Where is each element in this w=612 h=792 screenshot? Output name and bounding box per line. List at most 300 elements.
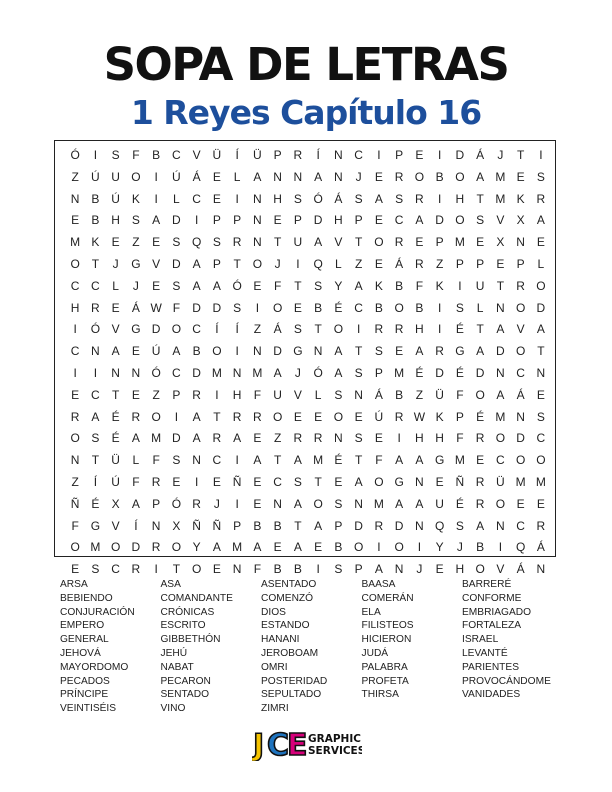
grid-cell: A	[192, 278, 201, 293]
grid-cell: N	[516, 235, 525, 250]
grid-cell: A	[273, 365, 282, 380]
grid-cell: E	[516, 496, 525, 511]
grid-cell: Á	[192, 169, 201, 184]
grid-cell: Ó	[90, 322, 101, 337]
grid-cell: I	[397, 431, 401, 446]
grid-cell: I	[73, 365, 77, 380]
page-title: SOPA DE LETRAS	[103, 38, 509, 91]
grid-cell: Ñ	[212, 518, 222, 533]
grid-cell: É	[91, 496, 100, 511]
grid-cell: J	[132, 278, 139, 293]
grid-row	[65, 189, 551, 211]
grid-cell: T	[516, 148, 525, 162]
grid-cell: O	[515, 300, 526, 315]
grid-cell: N	[253, 344, 262, 359]
grid-cell: T	[273, 453, 282, 468]
grid-cell: É	[476, 409, 485, 424]
grid-cell: F	[132, 148, 140, 162]
grid-cell: C	[354, 300, 363, 315]
grid-cell: B	[192, 344, 201, 359]
word-list-item: CONFORME	[462, 592, 522, 604]
grid-row	[65, 385, 551, 407]
grid-row	[65, 516, 551, 538]
grid-cell: N	[415, 474, 424, 489]
grid-cell: V	[111, 518, 120, 533]
grid-cell: O	[515, 344, 526, 359]
grid-cell: I	[377, 148, 381, 162]
grid-cell: S	[293, 191, 302, 206]
grid-row	[65, 341, 551, 363]
word-list-item: FORTALEZA	[462, 620, 522, 632]
grid-cell: B	[91, 191, 100, 206]
word-list-item: ESTANDO	[261, 620, 310, 632]
grid-cell: R	[212, 431, 222, 446]
grid-cell: E	[374, 431, 383, 446]
grid-cell: S	[111, 148, 120, 162]
grid-cell: S	[314, 278, 323, 293]
grid-cell: R	[415, 256, 424, 271]
grid-cell: R	[374, 322, 384, 337]
grid-row	[65, 210, 551, 232]
grid-cell: N	[536, 562, 546, 577]
grid-cell: T	[354, 453, 363, 468]
grid-cell: Ú	[374, 409, 384, 424]
grid-cell: E	[111, 300, 120, 315]
grid-cell: N	[496, 518, 505, 533]
grid-cell: C	[172, 148, 181, 162]
word-list-item: SEPULTADO	[261, 689, 322, 701]
grid-cell: N	[192, 453, 201, 468]
word-list-item: EMBRIAGADO	[462, 606, 532, 618]
grid-cell: F	[132, 474, 140, 489]
grid-cell: R	[394, 235, 404, 250]
grid-cell: D	[496, 344, 505, 359]
grid-cell: G	[131, 322, 141, 337]
grid-cell: Á	[395, 256, 404, 271]
word-list-item: PECADOS	[60, 675, 110, 687]
grid-cell: F	[456, 387, 464, 402]
grid-cell: A	[476, 518, 485, 533]
grid-cell: É	[334, 453, 343, 468]
grid-cell: D	[354, 518, 363, 533]
grid-cell: Í	[235, 148, 239, 162]
grid-cell: O	[414, 169, 425, 184]
letter-grid-box	[54, 140, 556, 577]
word-list-item: COMERÁN	[361, 592, 414, 604]
grid-cell: C	[172, 365, 181, 380]
grid-cell: Á	[476, 148, 485, 162]
grid-cell: A	[253, 169, 262, 184]
grid-cell: N	[354, 496, 363, 511]
grid-cell: I	[437, 300, 442, 315]
grid-cell: J	[112, 256, 119, 271]
grid-cell: A	[496, 387, 505, 402]
grid-cell: Í	[134, 518, 138, 533]
grid-cell: A	[91, 409, 100, 424]
word-list-item: LEVANTÉ	[462, 647, 508, 659]
word-list-item: PRÍNCIPE	[60, 689, 109, 701]
grid-cell: I	[194, 213, 199, 228]
grid-cell: L	[537, 256, 545, 271]
grid-cell: R	[313, 431, 323, 446]
grid-cell: M	[495, 409, 506, 424]
grid-cell: O	[333, 322, 344, 337]
grid-cell: Ú	[172, 169, 181, 184]
word-list-item: GENERAL	[60, 634, 109, 646]
grid-cell: J	[213, 496, 220, 511]
grid-cell: Á	[131, 300, 140, 315]
grid-cell: O	[475, 387, 485, 402]
grid-cell: N	[334, 148, 343, 162]
grid-cell: I	[154, 562, 158, 577]
grid-cell: Y	[334, 278, 343, 293]
grid-cell: I	[93, 148, 98, 162]
grid-row	[65, 472, 551, 494]
grid-cell: O	[455, 213, 465, 228]
grid-cell: R	[131, 562, 141, 577]
grid-cell: A	[212, 278, 221, 293]
grid-cell: A	[172, 344, 181, 359]
grid-cell: N	[293, 169, 303, 184]
grid-cell: Q	[434, 518, 445, 533]
grid-cell: A	[253, 540, 262, 555]
grid-cell: M	[454, 453, 465, 468]
grid-cell: O	[374, 235, 384, 250]
grid-cell: M	[394, 365, 405, 380]
grid-cell: U	[111, 169, 120, 184]
grid-cell: Ñ	[70, 496, 80, 511]
grid-cell: C	[496, 453, 505, 468]
grid-cell: R	[192, 387, 201, 402]
grid-cell: D	[172, 256, 181, 271]
grid-cell: P	[476, 256, 485, 271]
word-list-item: POSTERIDAD	[261, 675, 328, 687]
grid-cell: T	[233, 256, 241, 271]
grid-cell: S	[374, 344, 383, 359]
word-list-item: ARSA	[60, 579, 88, 590]
grid-cell: S	[172, 453, 181, 468]
grid-cell: R	[394, 322, 404, 337]
grid-cell: C	[91, 387, 100, 402]
grid-cell: M	[373, 496, 384, 511]
word-list-item: PROFETA	[361, 675, 409, 687]
grid-cell: Z	[354, 256, 363, 271]
grid-cell: I	[235, 496, 239, 511]
grid-cell: H	[455, 562, 465, 577]
grid-cell: I	[93, 365, 98, 380]
grid-cell: A	[496, 322, 505, 337]
grid-cell: E	[435, 562, 444, 577]
grid-row	[65, 407, 551, 429]
word-list-item: CRÓNICAS	[160, 606, 215, 618]
grid-cell: E	[131, 387, 140, 402]
grid-cell: O	[536, 453, 546, 468]
grid-cell: Ó	[171, 496, 182, 511]
grid-cell: F	[172, 300, 181, 315]
grid-cell: T	[314, 322, 322, 337]
grid-cell: Ú	[151, 344, 161, 359]
grid-cell: X	[496, 235, 505, 250]
grid-cell: O	[515, 453, 526, 468]
grid-cell: D	[172, 213, 181, 228]
grid-cell: E	[212, 562, 221, 577]
grid-cell: P	[233, 213, 242, 228]
grid-cell: N	[131, 365, 141, 380]
grid-cell: E	[314, 409, 323, 424]
grid-cell: O	[131, 169, 141, 184]
grid-cell: E	[253, 278, 262, 293]
grid-cell: A	[314, 518, 323, 533]
grid-cell: T	[91, 453, 100, 468]
word-list-item: JUDÁ	[361, 647, 389, 659]
grid-cell: O	[70, 431, 80, 446]
grid-cell: F	[415, 278, 424, 293]
grid-cell: E	[374, 213, 383, 228]
grid-cell: C	[192, 191, 201, 206]
grid-cell: O	[171, 322, 182, 337]
word-list-item: BARRERÉ	[462, 579, 512, 590]
grid-cell: P	[435, 235, 444, 250]
grid-cell: T	[91, 256, 100, 271]
grid-cell: F	[253, 562, 262, 577]
grid-cell: B	[435, 169, 444, 184]
grid-cell: L	[233, 169, 241, 184]
grid-cell: I	[437, 191, 442, 206]
grid-cell: R	[293, 431, 303, 446]
grid-cell: S	[91, 431, 100, 446]
grid-cell: I	[215, 387, 219, 402]
grid-cell: D	[516, 431, 525, 446]
grid-cell: B	[476, 540, 485, 555]
grid-cell: I	[356, 322, 361, 337]
grid-cell: E	[374, 169, 383, 184]
logo-text-services: SERVICES	[308, 745, 362, 757]
logo-mark	[252, 727, 362, 761]
grid-cell: K	[131, 191, 140, 206]
grid-cell: C	[354, 148, 363, 162]
grid-cell: L	[132, 453, 140, 468]
grid-cell: R	[435, 344, 444, 359]
grid-cell: E	[536, 496, 545, 511]
grid-cell: B	[152, 148, 161, 162]
word-list-item: SENTADO	[160, 689, 209, 701]
logo-letter-e: E	[287, 728, 308, 761]
grid-cell: E	[152, 235, 161, 250]
grid-cell: S	[334, 496, 343, 511]
grid-cell: Ü	[435, 387, 444, 402]
grid-cell: R	[536, 191, 546, 206]
word-list-item: ZIMRI	[261, 703, 289, 715]
word-list-item: GIBBETHÓN	[160, 634, 221, 646]
grid-cell: É	[455, 365, 464, 380]
grid-cell: K	[374, 278, 383, 293]
grid-cell: Z	[253, 322, 262, 337]
grid-cell: T	[537, 344, 545, 359]
grid-cell: H	[111, 213, 120, 228]
grid-cell: O	[191, 562, 202, 577]
grid-cell: A	[192, 256, 201, 271]
grid-cell: E	[71, 387, 80, 402]
grid-cell: S	[455, 300, 464, 315]
grid-cell: I	[539, 148, 543, 162]
grid-cell: Z	[71, 169, 79, 184]
grid-cell: J	[355, 169, 362, 184]
grid-cell: N	[253, 213, 262, 228]
grid-cell: A	[415, 213, 424, 228]
grid-cell: E	[496, 256, 505, 271]
grid-cell: V	[192, 148, 201, 162]
grid-row	[65, 167, 551, 189]
grid-cell: B	[273, 562, 282, 577]
grid-cell: O	[394, 300, 404, 315]
grid-cell: E	[354, 409, 363, 424]
grid-cell: A	[395, 496, 404, 511]
grid-cell: N	[70, 191, 80, 206]
grid-cell: V	[293, 387, 302, 402]
grid-cell: W	[150, 300, 162, 315]
grid-cell: Ó	[313, 191, 323, 206]
grid-cell: J	[456, 540, 463, 555]
grid-cell: O	[374, 474, 384, 489]
grid-cell: R	[151, 474, 161, 489]
grid-cell: O	[110, 540, 121, 555]
grid-cell: E	[131, 344, 140, 359]
grid-cell: M	[515, 474, 526, 489]
grid-cell: Í	[93, 474, 98, 489]
grid-cell: S	[334, 562, 343, 577]
grid-cell: E	[212, 191, 221, 206]
grid-cell: Á	[536, 540, 545, 555]
grid-cell: A	[131, 431, 140, 446]
grid-cell: V	[334, 235, 343, 250]
grid-row	[65, 276, 551, 298]
grid-cell: Y	[435, 540, 444, 555]
grid-cell: Á	[516, 387, 525, 402]
word-list-item: BAASA	[361, 579, 396, 590]
grid-cell: Á	[273, 322, 282, 337]
grid-cell: R	[536, 518, 546, 533]
grid-cell: E	[111, 235, 120, 250]
grid-cell: R	[253, 409, 262, 424]
grid-cell: E	[415, 235, 424, 250]
grid-cell: H	[455, 191, 465, 206]
grid-cell: A	[293, 540, 302, 555]
grid-cell: Í	[316, 148, 320, 162]
letter-grid	[65, 145, 551, 581]
grid-cell: D	[192, 300, 201, 315]
grid-cell: É	[455, 322, 464, 337]
grid-cell: H	[232, 387, 242, 402]
grid-cell: Ñ	[192, 518, 201, 533]
grid-cell: K	[91, 235, 100, 250]
grid-cell: Ü	[212, 148, 222, 162]
grid-cell: F	[456, 431, 464, 446]
word-list-item: NABAT	[160, 661, 194, 673]
grid-cell: B	[374, 300, 383, 315]
grid-cell: N	[313, 344, 323, 359]
grid-cell: N	[111, 365, 120, 380]
grid-cell: A	[131, 496, 140, 511]
grid-cell: B	[293, 562, 302, 577]
word-list-item: COMANDANTE	[160, 592, 233, 604]
grid-cell: I	[316, 562, 320, 577]
grid-cell: L	[314, 387, 322, 402]
grid-cell: D	[273, 344, 282, 359]
grid-cell: V	[496, 562, 505, 577]
grid-cell: M	[313, 453, 324, 468]
grid-cell: E	[435, 474, 444, 489]
grid-cell: O	[333, 409, 344, 424]
grid-cell: N	[516, 409, 525, 424]
logo-letter-c: C	[267, 728, 290, 761]
grid-cell: R	[475, 474, 485, 489]
grid-cell: I	[235, 453, 239, 468]
grid-cell: E	[476, 453, 485, 468]
grid-cell: E	[415, 148, 424, 162]
grid-cell: P	[374, 365, 383, 380]
grid-row	[65, 319, 551, 341]
grid-cell: F	[71, 518, 79, 533]
word-list-item: COMENZÓ	[261, 592, 314, 604]
grid-cell: N	[253, 191, 262, 206]
grid-cell: Ú	[91, 169, 100, 184]
grid-cell: E	[536, 235, 545, 250]
grid-cell: G	[293, 344, 303, 359]
grid-cell: I	[194, 474, 199, 489]
grid-cell: O	[151, 409, 161, 424]
word-list-item: VINO	[160, 703, 186, 715]
grid-cell: Z	[152, 387, 160, 402]
grid-cell: É	[415, 365, 424, 380]
grid-cell: N	[253, 235, 262, 250]
grid-cell: A	[374, 562, 383, 577]
grid-cell: Z	[273, 431, 282, 446]
grid-cell: D	[131, 540, 141, 555]
word-list-item: VEINTISÉIS	[60, 703, 117, 715]
grid-cell: F	[152, 453, 160, 468]
grid-cell: I	[498, 540, 503, 555]
grid-cell: G	[131, 256, 141, 271]
grid-cell: I	[174, 409, 179, 424]
grid-cell: N	[536, 365, 546, 380]
grid-cell: N	[496, 365, 505, 380]
grid-cell: É	[455, 496, 464, 511]
grid-cell: A	[293, 496, 302, 511]
grid-cell: D	[536, 300, 546, 315]
grid-cell: E	[71, 562, 80, 577]
grid-cell: I	[73, 322, 77, 337]
grid-cell: N	[151, 518, 161, 533]
grid-cell: S	[354, 365, 363, 380]
grid-cell: T	[213, 409, 221, 424]
grid-cell: É	[334, 300, 343, 315]
grid-cell: R	[394, 409, 404, 424]
grid-cell: V	[516, 322, 525, 337]
grid-cell: Á	[374, 387, 383, 402]
word-list-item: ASA	[160, 579, 181, 590]
grid-cell: Ó	[232, 278, 242, 293]
grid-cell: C	[273, 474, 282, 489]
word-list-item: HICIERON	[361, 634, 412, 646]
grid-cell: F	[253, 387, 262, 402]
grid-cell: E	[71, 213, 80, 228]
grid-cell: C	[192, 322, 201, 337]
grid-row	[65, 537, 551, 559]
grid-cell: P	[172, 387, 181, 402]
grid-cell: N	[496, 300, 505, 315]
grid-cell: F	[273, 278, 282, 293]
word-list-item: PALABRA	[361, 661, 408, 673]
